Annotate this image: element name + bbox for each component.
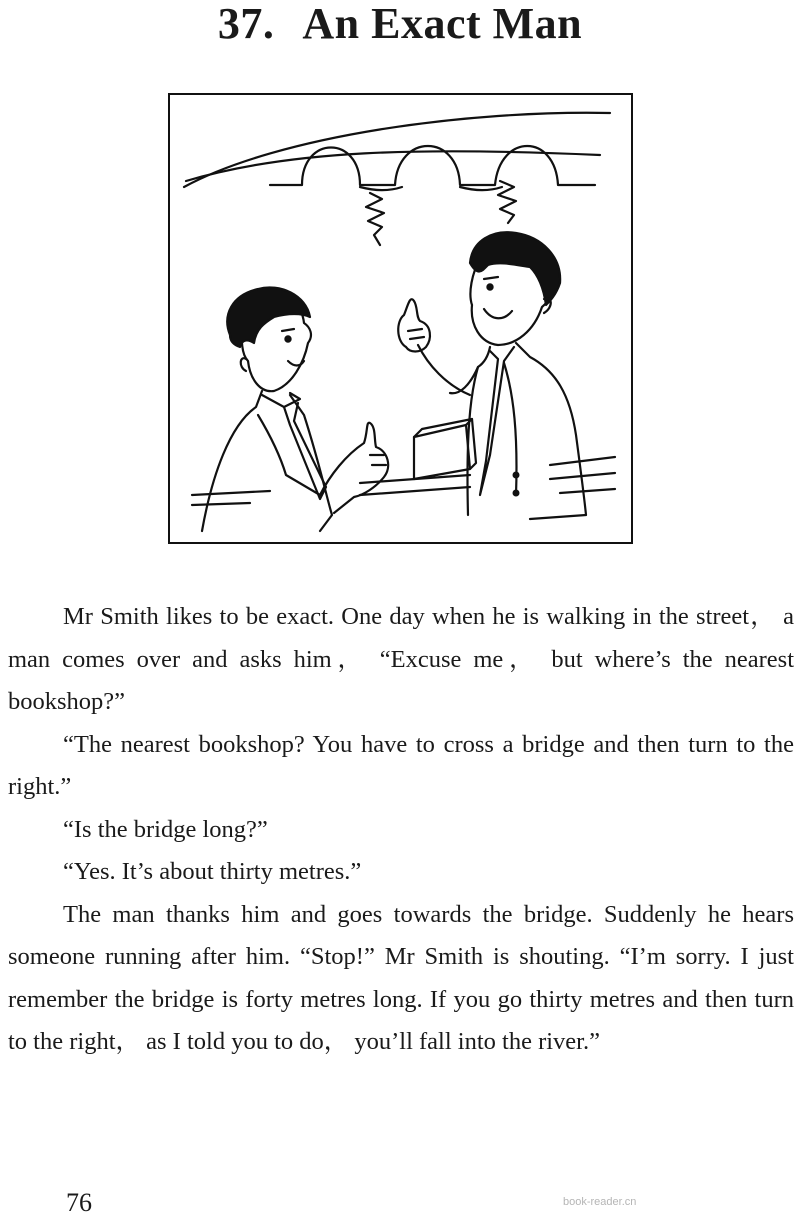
- page-title: [0, 0, 800, 48]
- right-man-arm: [418, 345, 470, 395]
- story-paragraph: Mr Smith likes to be exact. One day when he is walking in the street， a man comes over and asks him， “Excuse me， but where’s the nearest bookshop?”: [8, 603, 794, 715]
- left-man-hair: [227, 287, 310, 347]
- story-illustration: [168, 93, 633, 544]
- right-man-body: [467, 347, 490, 515]
- hanging-spring-left: [366, 193, 384, 245]
- story-number: 37.: [217, 0, 275, 48]
- story-paragraph: “Is the bridge long?”: [63, 815, 268, 843]
- story-paragraph: “Yes. It’s about thirty metres.”: [63, 858, 362, 885]
- page-number: 76: [66, 1188, 92, 1217]
- illustration-drawing: [170, 95, 631, 542]
- right-man-hair: [470, 232, 560, 305]
- story-paragraph: The man thanks him and goes towards the bridge. Suddenly he hears someone running after him. “Stop!” Mr Smith is shouting. “I’m sorry. I just remember the bridge is forty metres long. If you go thirty metres and then turn to the right， as I told you to do， you’ll fall into the river.”: [8, 900, 794, 1055]
- story-text: [8, 596, 794, 1064]
- story-paragraph: “The nearest bookshop? You have to cross a bridge and then turn to the right.”: [8, 730, 794, 800]
- right-man-finger: [398, 299, 430, 351]
- box: [414, 425, 470, 479]
- right-man-tie: [480, 347, 514, 495]
- left-man-body: [202, 391, 262, 531]
- story-title: An Exact Man: [302, 0, 583, 48]
- left-man-hand: [320, 423, 388, 513]
- watermark: book-reader.cn: [563, 1196, 637, 1208]
